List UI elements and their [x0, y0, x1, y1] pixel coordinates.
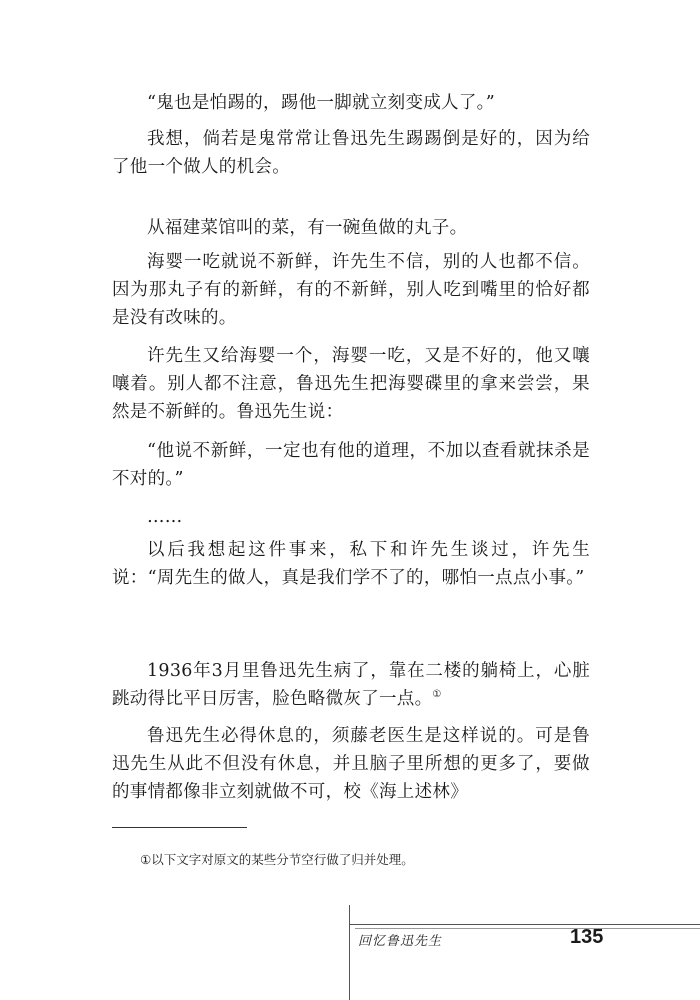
page-number: 135	[570, 926, 604, 948]
paragraph-5: 许先生又给海婴一个，海婴一吃，又是不好的，他又嚷嚷着。别人都不注意，鲁迅先生把海婴碟里的拿来尝尝，果然是不新鲜的。鲁迅先生说：	[112, 346, 590, 422]
paragraph-7: 以后我想起这件事来，私下和许先生谈过，许先生说：“周先生的做人，真是我们学不了的，哪怕一点点小事。”	[112, 540, 590, 588]
footer-vertical-rule	[349, 905, 350, 1000]
paragraph-3: 从福建菜馆叫的菜，有一碗鱼做的丸子。	[147, 218, 468, 238]
paragraph-9: 鲁迅先生必得休息的，须藤老医生是这样说的。可是鲁迅先生从此不但没有休息，并且脑子里所想的更多了，要做的事情都像非立刻就做不可，校《海上述林》	[112, 726, 590, 802]
paragraph-8-text: 1936年3月里鲁迅先生病了，靠在二楼的躺椅上，心脏跳动得比平日厉害，脸色略微灰了一点。	[112, 661, 590, 709]
footnote-divider	[112, 827, 247, 828]
paragraph-4: 海婴一吃就说不新鲜，许先生不信，别的人也都不信。因为那丸子有的新鲜，有的不新鲜，别人吃到嘴里的恰好都是没有改味的。	[112, 252, 590, 328]
running-footer-title: 回忆鲁迅先生	[358, 934, 443, 949]
paragraph-2: 我想，倘若是鬼常常让鲁迅先生踢踢倒是好的，因为给了他一个做人的机会。	[112, 129, 590, 177]
ellipsis: ……	[147, 507, 183, 527]
paragraph-1: “鬼也是怕踢的，踢他一脚就立刻变成人了。”	[147, 93, 495, 113]
footer-rule-top	[349, 924, 700, 925]
footer-rule-bottom	[355, 928, 700, 929]
footnote-marker[interactable]: ①	[432, 689, 442, 701]
paragraph-8	[112, 657, 590, 713]
paragraph-6: “他说不新鲜，一定也有他的道理，不加以查看就抹杀是不对的。”	[112, 441, 590, 489]
footnote: ①以下文字对原文的某些分节空行做了归并处理。	[140, 852, 414, 867]
